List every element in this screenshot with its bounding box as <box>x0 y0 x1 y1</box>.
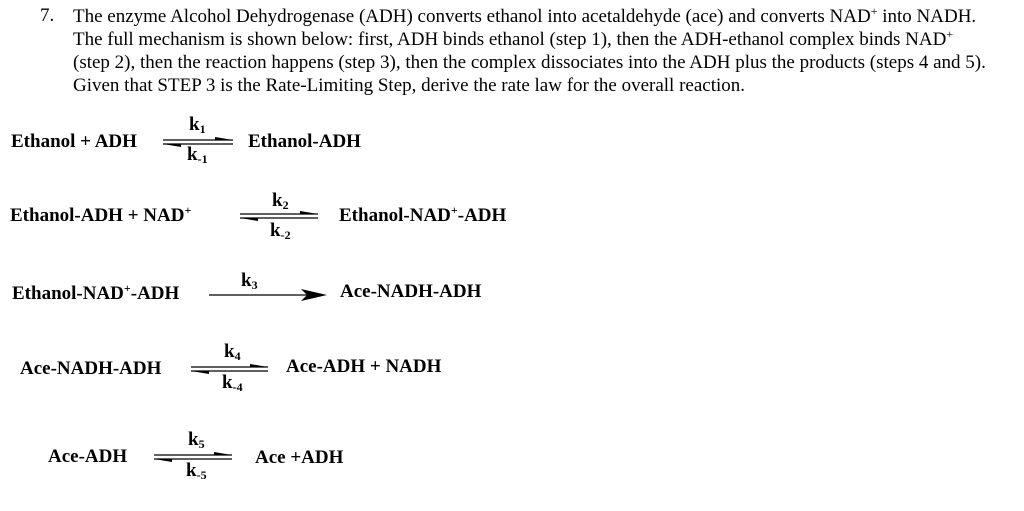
step-5-equilibrium-arrow <box>154 452 232 462</box>
step-3-reactant: Ethanol-NAD+-ADH <box>12 281 180 304</box>
step-3-k-forward: $k_3$ <box>241 270 258 292</box>
step-4-k-forward: $k_4$ <box>224 341 241 363</box>
step-4-k-reverse: $k_{-4}$ <box>222 372 243 394</box>
step-4-equilibrium-arrow <box>191 364 268 374</box>
question-intro: The enzyme Alcohol Dehydrogenase (ADH) converts ethanol into acetaldehyde (ace) and converts NAD <box>73 6 871 27</box>
step-2-product: Ethanol-NAD+-ADH <box>339 203 507 226</box>
step-1-k-forward: $k_1$ <box>189 114 206 136</box>
step-1-product: Ethanol-ADH <box>248 131 361 152</box>
step-1-k-reverse: $k_{-1}$ <box>187 144 208 166</box>
step-3-forward-arrow <box>209 288 327 302</box>
step-2-k-reverse: $k_{-2}$ <box>270 220 291 242</box>
step-4-product: Ace-ADH + NADH <box>286 356 442 377</box>
step-5-k-reverse: $k_{-5}$ <box>186 460 207 482</box>
nad-charge: + <box>946 27 954 41</box>
question-into: into NADH. The full mechanism is shown below: first, ADH binds ethanol (step 1), then the ADH-ethanol complex binds NAD <box>73 6 977 50</box>
question-text <box>73 5 993 97</box>
step-4-reactant: Ace-NADH-ADH <box>20 358 162 379</box>
question-number: 7. <box>40 5 55 26</box>
nad-charge: + <box>870 4 878 18</box>
step-1-equilibrium-arrow <box>163 137 233 147</box>
question-step2: (step 2), then the reaction happens (step 3), then the complex dissociates into the ADH plus the products (steps 4 and 5). Given that STEP 3 is the Rate-Limiting Step, derive the rate law for the overall reaction. <box>73 52 986 96</box>
step-2-equilibrium-arrow <box>240 211 318 221</box>
step-5-product: Ace +ADH <box>255 447 344 468</box>
step-2-reactant: Ethanol-ADH + NAD+ <box>10 203 192 226</box>
step-3-product: Ace-NADH-ADH <box>340 281 482 302</box>
step-5-k-forward: $k_5$ <box>188 429 205 451</box>
step-1-reactant: Ethanol + ADH <box>11 131 137 152</box>
step-5-reactant: Ace-ADH <box>48 446 128 467</box>
step-2-k-forward: $k_2$ <box>272 190 289 212</box>
